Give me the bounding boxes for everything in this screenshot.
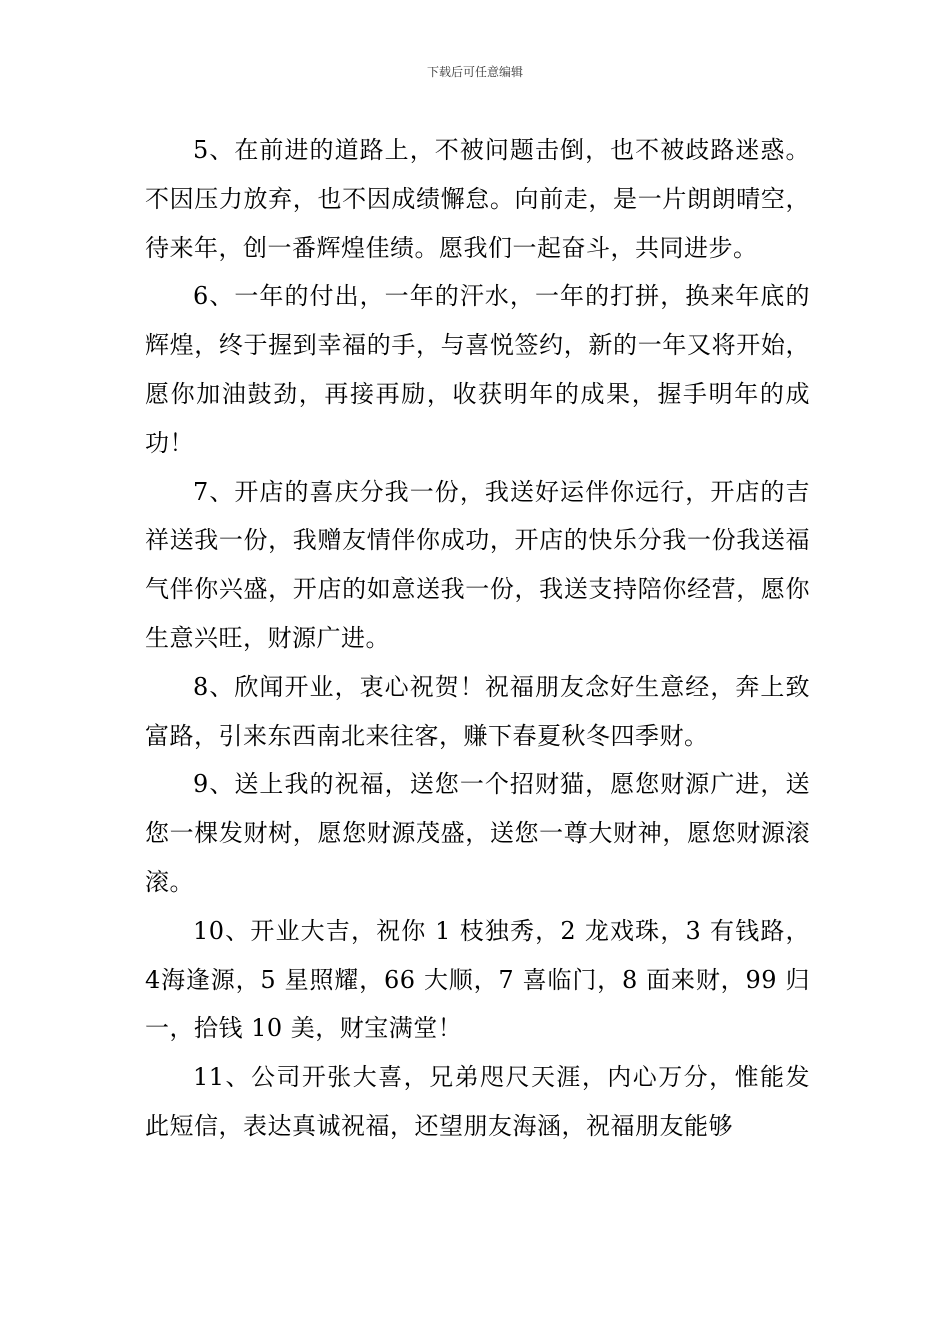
paragraph-line: 致富路，引来东西南北来往客，赚下春夏秋冬四季财。 <box>145 672 810 750</box>
paragraph-8 <box>145 663 810 761</box>
paragraph-line: 6、一年的付出，一年的汗水，一年的打拼，换来年底 <box>193 282 786 311</box>
paragraph-line: 10、开业大吉，祝你 1 枝独秀，2 龙戏珠，3 有钱路，4 <box>145 916 810 994</box>
paragraph-line: 9、送上我的祝福，送您一个招财猫，愿您财源广进， <box>193 770 786 799</box>
paragraph-line: 经营，愿你生意兴旺，财源广进。 <box>145 575 811 652</box>
paragraph-line: 空，待来年，创一番辉煌佳绩。愿我们一起奋斗，共同进 <box>145 184 811 262</box>
paragraph-5 <box>145 126 810 272</box>
paragraph-line: 的辉煌，终于握到幸福的手，与喜悦签约，新的一年又将 <box>145 282 810 360</box>
paragraph-line: 8、欣闻开业，衷心祝贺！祝福朋友念好生意经，奔上 <box>193 672 786 701</box>
paragraph-line: 开始，愿你加油鼓劲，再接再励，收获明年的成果，握手 <box>145 331 811 408</box>
paragraph-9 <box>145 760 810 906</box>
paragraph-line: 送您一棵发财树，愿您财源茂盛，送您一尊大财神，愿您 <box>145 770 810 848</box>
paragraph-line: 不因压力放弃，也不因成绩懈怠。向前走，是一片朗朗晴 <box>145 184 761 213</box>
paragraph-line: 7、开店的喜庆分我一份，我送好运伴你远行，开店的 <box>193 477 786 506</box>
paragraph-line: 拾钱 10 美，财宝满堂！ <box>194 1014 463 1043</box>
document-body <box>145 126 810 1151</box>
paragraph-7 <box>145 468 810 663</box>
paragraph-line: 我送福气伴你兴盛，开店的如意送我一份，我送支持陪你 <box>145 526 811 604</box>
paragraph-line: 步。 <box>708 233 758 262</box>
paragraph-10 <box>145 907 810 1053</box>
paragraph-line: 吉祥送我一份，我赠友情伴你成功，开店的快乐分我一份 <box>145 477 810 555</box>
paragraph-line: 明年的成功！ <box>145 379 811 457</box>
paragraph-line: 财源滚滚。 <box>145 819 811 896</box>
paragraph-11 <box>145 1053 810 1151</box>
paragraph-line: 海逢源，5 星照耀，66 大顺，7 喜临门，8 面来财，99 归一， <box>145 965 810 1043</box>
paragraph-line: 11、公司开张大喜，兄弟咫尺天涯，内心万分，惟能 <box>193 1063 786 1092</box>
paragraph-line: 5、在前进的道路上，不被问题击倒，也不被歧路迷惑。 <box>193 136 810 164</box>
paragraph-line: 发此短信，表达真诚祝福，还望朋友海涵，祝福朋友能够 <box>145 1063 810 1140</box>
page-header: 下载后可任意编辑 <box>426 65 523 79</box>
paragraph-6 <box>145 272 810 467</box>
